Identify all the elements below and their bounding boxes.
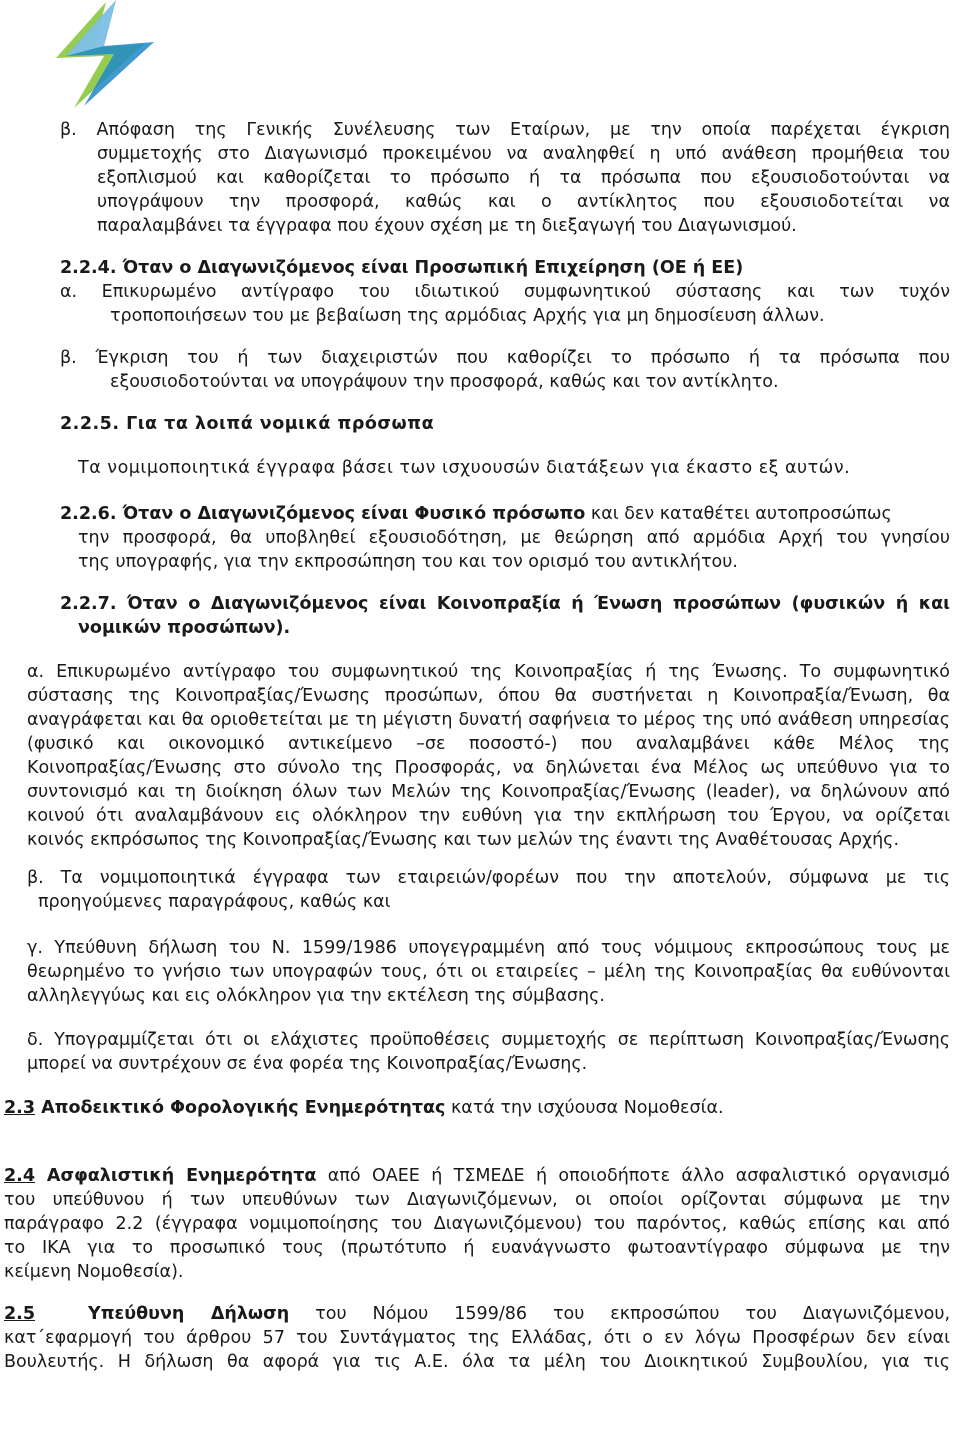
- text-line: Κοινοπραξίας/Ένωσης στο σύνολο της Προσφοράς, να δηλώνεται ένα Μέλος ως υπεύθυνο για το: [27, 758, 950, 778]
- text-line: [4, 1302, 950, 1326]
- text-line: κείμενη Νομοθεσία).: [4, 1262, 184, 1282]
- section-2-4-heading: [4, 1166, 316, 1186]
- text-line: της υπογραφής, για την εκπροσώπηση του και τον ορισμό του αντικλήτου.: [78, 552, 738, 572]
- heading-text: 2.2.5. Για τα λοιπά νομικά πρόσωπα: [60, 414, 435, 434]
- text-line: κατ΄εφαρμογή του άρθρου 57 του Συντάγματος της Ελλάδας, ότι ο εν λόγω Προσφέρων δεν είναι: [4, 1328, 950, 1348]
- para-b-general-assembly-cont: [97, 142, 950, 238]
- text-line: (φυσικό και οικονομικό αντικείμενο –σε ποσοστό-) που αναλαμβάνει κάθε Μέλος της: [27, 734, 950, 754]
- text-line: α. Επικυρωμένο αντίγραφο του ιδιωτικού συμφωνητικού σύστασης και των τυχόν: [60, 282, 950, 302]
- text-line: θεωρημένο το γνήσιο των υπογραφών τους, ότι οι εταιρείες – μέλη της Κοινοπραξίας θα ευθύνονται: [27, 962, 950, 982]
- heading-text: Υπεύθυνη Δήλωση: [35, 1304, 290, 1324]
- text-line: αναγράφεται και θα οριοθετείται με τη μέγιστη δυνατή σαφήνεια το μέρος της υπό ανάθεση υπηρεσίας: [27, 710, 950, 730]
- section-2-2-7-b: [27, 866, 950, 890]
- text-line: γ. Υπεύθυνη δήλωση του Ν. 1599/1986 υπογεγραμμένη από τους νόμιμους εκπροσώπους τους με: [27, 938, 950, 958]
- section-2-3: [4, 1096, 950, 1120]
- section-2-2-4-a: [60, 280, 950, 304]
- section-2-2-6-cont: [78, 526, 950, 574]
- text-inline: από ΟΑΕΕ ή ΤΣΜΕΔΕ ή οποιοδήποτε άλλο ασφαλιστικό οργανισμό: [316, 1166, 951, 1186]
- text-line: υπογράψουν την προσφορά, καθώς και ο αντίκλητος που εξουσιοδοτείται να: [97, 192, 950, 212]
- heading-text: 2.2.4. Όταν ο Διαγωνιζόμενος είναι Προσωπική Επιχείρηση (ΟΕ ή ΕΕ): [60, 258, 744, 278]
- section-2-2-7-a: [27, 660, 950, 852]
- text-line: εξοπλισμού και καθορίζεται το πρόσωπο ή τα πρόσωπα που εξουσιοδοτούνται να: [97, 168, 950, 188]
- text-line: β. Απόφαση της Γενικής Συνέλευσης των Εταίρων, με την οποία παρέχεται έγκριση: [60, 120, 950, 140]
- text-line: α. Επικυρωμένο αντίγραφο του συμφωνητικού της Κοινοπραξίας ή της Ένωσης. Το συμφωνητικό: [27, 662, 950, 682]
- section-2-2-4-a-cont: [110, 304, 950, 328]
- text-line: σύστασης της Κοινοπραξίας/Ένωσης προσώπων, όπου θα συστήνεται η Κοινοπραξία/Ένωση, θα: [27, 686, 950, 706]
- text-inline: και δεν καταθέτει αυτοπροσώπως: [585, 504, 892, 524]
- section-2-2-6: [60, 502, 950, 526]
- text-line: συντονισμό και τη διοίκηση όλων των Μελών της Κοινοπραξίας/Ένωσης (leader), να δηλώνουν από: [27, 782, 950, 802]
- text-line: αλληλεγγύως και εις ολόκληρον για την εκτέλεση της σύμβασης.: [27, 986, 605, 1006]
- section-2-2-7-heading: [60, 592, 950, 616]
- text-inline: κατά την ισχύουσα Νομοθεσία.: [445, 1098, 724, 1118]
- heading-text: Ασφαλιστική Ενημερότητα: [35, 1166, 317, 1186]
- text-line: β. Τα νομιμοποιητικά έγγραφα των εταιρειών/φορέων που την αποτελούν, σύμφωνα με τις: [27, 868, 950, 888]
- para-b-general-assembly: [60, 118, 950, 142]
- text-line: εξουσιοδοτούνται να υπογράψουν την προσφορά, καθώς και τον αντίκλητο.: [110, 372, 779, 392]
- text-line: δ. Υπογραμμίζεται ότι οι ελάχιστες προϋποθέσεις συμμετοχής σε περίπτωση Κοινοπραξίας/Ένωσης: [27, 1030, 950, 1050]
- text-line: προηγούμενες παραγράφους, καθώς και: [38, 892, 391, 912]
- section-2-2-7-c: [27, 936, 950, 1008]
- section-2-2-5-text: [78, 456, 938, 480]
- section-2-5-heading: [4, 1304, 289, 1324]
- text-line: συμμετοχής στο Διαγωνισμό προκειμένου να αναληφθεί η υπό ανάθεση προμήθεια του: [97, 144, 950, 164]
- section-2-2-7-d: [27, 1028, 950, 1076]
- text-line: τροποποιήσεων του με βεβαίωση της αρμόδιας Αρχής για μη δημοσίευση άλλων.: [110, 306, 825, 326]
- section-2-4: [4, 1164, 950, 1284]
- text-line: [4, 1164, 950, 1188]
- section-number: 2.5: [4, 1304, 36, 1324]
- section-2-5: [4, 1302, 950, 1374]
- section-2-3-heading: [4, 1098, 445, 1118]
- heading-text: 2.2.7. Όταν ο Διαγωνιζόμενος είναι Κοινοπραξία ή Ένωση προσώπων (φυσικών ή και: [60, 594, 950, 614]
- heading-text: νομικών προσώπων).: [78, 618, 291, 638]
- heading-text: Αποδεικτικό Φορολογικής Ενημερότητας: [35, 1098, 446, 1118]
- section-2-2-4-heading: [60, 256, 820, 280]
- text-line: του υπεύθυνου ή των υπευθύνων των Διαγωνιζόμενων, οι οποίοι ορίζονται σύμφωνα με την: [4, 1190, 950, 1210]
- text-line: β. Έγκριση του ή των διαχειριστών που καθορίζει το πρόσωπο ή τα πρόσωπα που: [60, 348, 950, 368]
- text-line: κοινός εκπρόσωπος της Κοινοπραξίας/Ένωσης και των μελών της έναντι της Αναθέτουσας Αρχής.: [27, 830, 900, 850]
- section-2-2-5-heading: [60, 412, 660, 436]
- text-line: Τα νομιμοποιητικά έγγραφα βάσει των ισχυουσών διατάξεων για έκαστο εξ αυτών.: [78, 458, 851, 478]
- logo-icon: [44, 0, 194, 110]
- text-line: παραλαμβάνει τα έγγραφα που έχουν σχέση με τη διεξαγωγή του Διαγωνισμού.: [97, 216, 797, 236]
- text-line: Βουλευτής. Η δήλωση θα αφορά για τις Α.Ε. όλα τα μέλη του Διοικητικού Συμβουλίου, για τις: [4, 1352, 950, 1372]
- text-line: παράγραφο 2.2 (έγγραφα νομιμοποίησης του Διαγωνιζόμενου) του παρόντος, καθώς επίσης και από: [4, 1214, 950, 1234]
- section-number: 2.4: [4, 1166, 36, 1186]
- text-line: το ΙΚΑ για το προσωπικό τους (πρωτότυπο ή ευανάγνωστο φωτοαντίγραφο σύμφωνα με την: [4, 1238, 950, 1258]
- text-inline: του Νόμου 1599/86 του εκπροσώπου του Διαγωνιζόμενου,: [289, 1304, 951, 1324]
- section-number: 2.3: [4, 1098, 36, 1118]
- text-line: την προσφορά, θα υποβληθεί εξουσιοδότηση, με θεώρηση από αρμόδια Αρχή του γνησίου: [78, 528, 950, 548]
- section-2-2-6-heading: 2.2.6. Όταν ο Διαγωνιζόμενος είναι Φυσικό πρόσωπο: [60, 504, 586, 524]
- text-line: [60, 502, 950, 526]
- section-2-2-4-b-cont: [110, 370, 950, 394]
- text-line: μπορεί να συντρέχουν σε ένα φορέα της Κοινοπραξίας/Ένωσης.: [27, 1054, 588, 1074]
- text-line: [4, 1096, 950, 1120]
- section-2-2-7-b-cont: [38, 890, 938, 914]
- text-line: κοινού ότι αναλαμβάνουν εις ολόκληρον την ευθύνη για την εκπλήρωση του Έργου, να ορίζεται: [27, 806, 950, 826]
- section-2-2-7-heading-cont: [78, 616, 950, 640]
- section-2-2-4-b: [60, 346, 950, 370]
